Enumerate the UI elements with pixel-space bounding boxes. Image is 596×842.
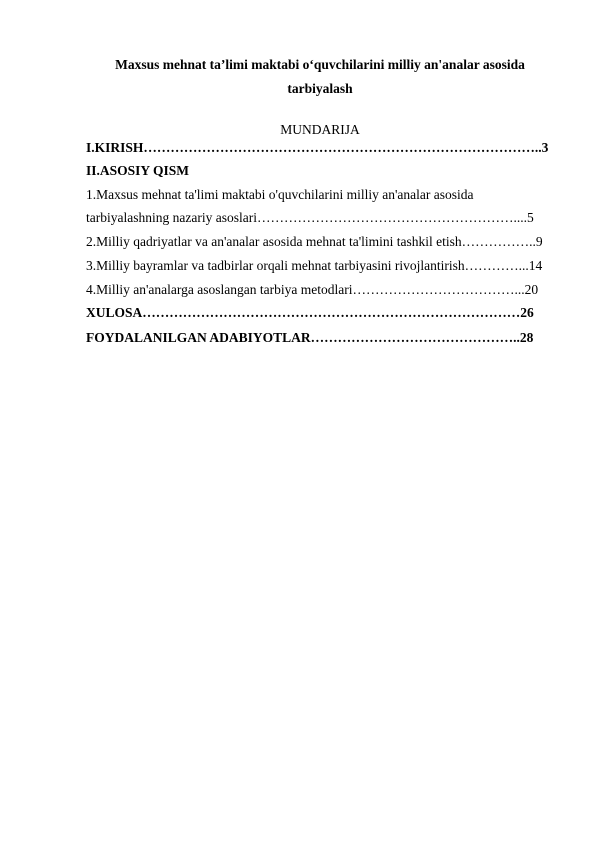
toc-entry-section-2: 2.Milliy qadriyatlar va an'analar asosida mehnat ta'limini tashkil etish……………..9 (86, 234, 543, 249)
toc-entry-section-1: 1.Maxsus mehnat ta'limi maktabi o'quvchilarini milliy an'analar asosida (86, 187, 474, 202)
toc-entry-adabiyotlar: FOYDALANILGAN ADABIYOTLAR………………………………………..28 (86, 330, 534, 345)
toc-entry-xulosa: XULOSA…………………………………………………………………………26 (86, 305, 534, 320)
toc-entry-kirish: I.KIRISH……………………………………………………………………………..3 (86, 140, 549, 155)
toc-entry-section-1-continued: tarbiyalashning nazariy asoslari…………………………………………………....5 (86, 210, 534, 225)
contents-heading: MUNDARIJA (280, 122, 360, 137)
toc-entry-section-3: 3.Milliy bayramlar va tadbirlar orqali mehnat tarbiyasini rivojlantirish…………...14 (86, 258, 543, 273)
toc-entry-asosiy-qism: II.ASOSIY QISM (86, 163, 190, 178)
document-title-line-2: tarbiyalash (287, 81, 353, 96)
document-title-line-1: Maxsus mehnat ta’limi maktabi o‘quvchilarini milliy an'analar asosida (115, 57, 525, 72)
toc-entry-section-4: 4.Milliy an'analarga asoslangan tarbiya metodlari………………………………...20 (86, 282, 539, 297)
